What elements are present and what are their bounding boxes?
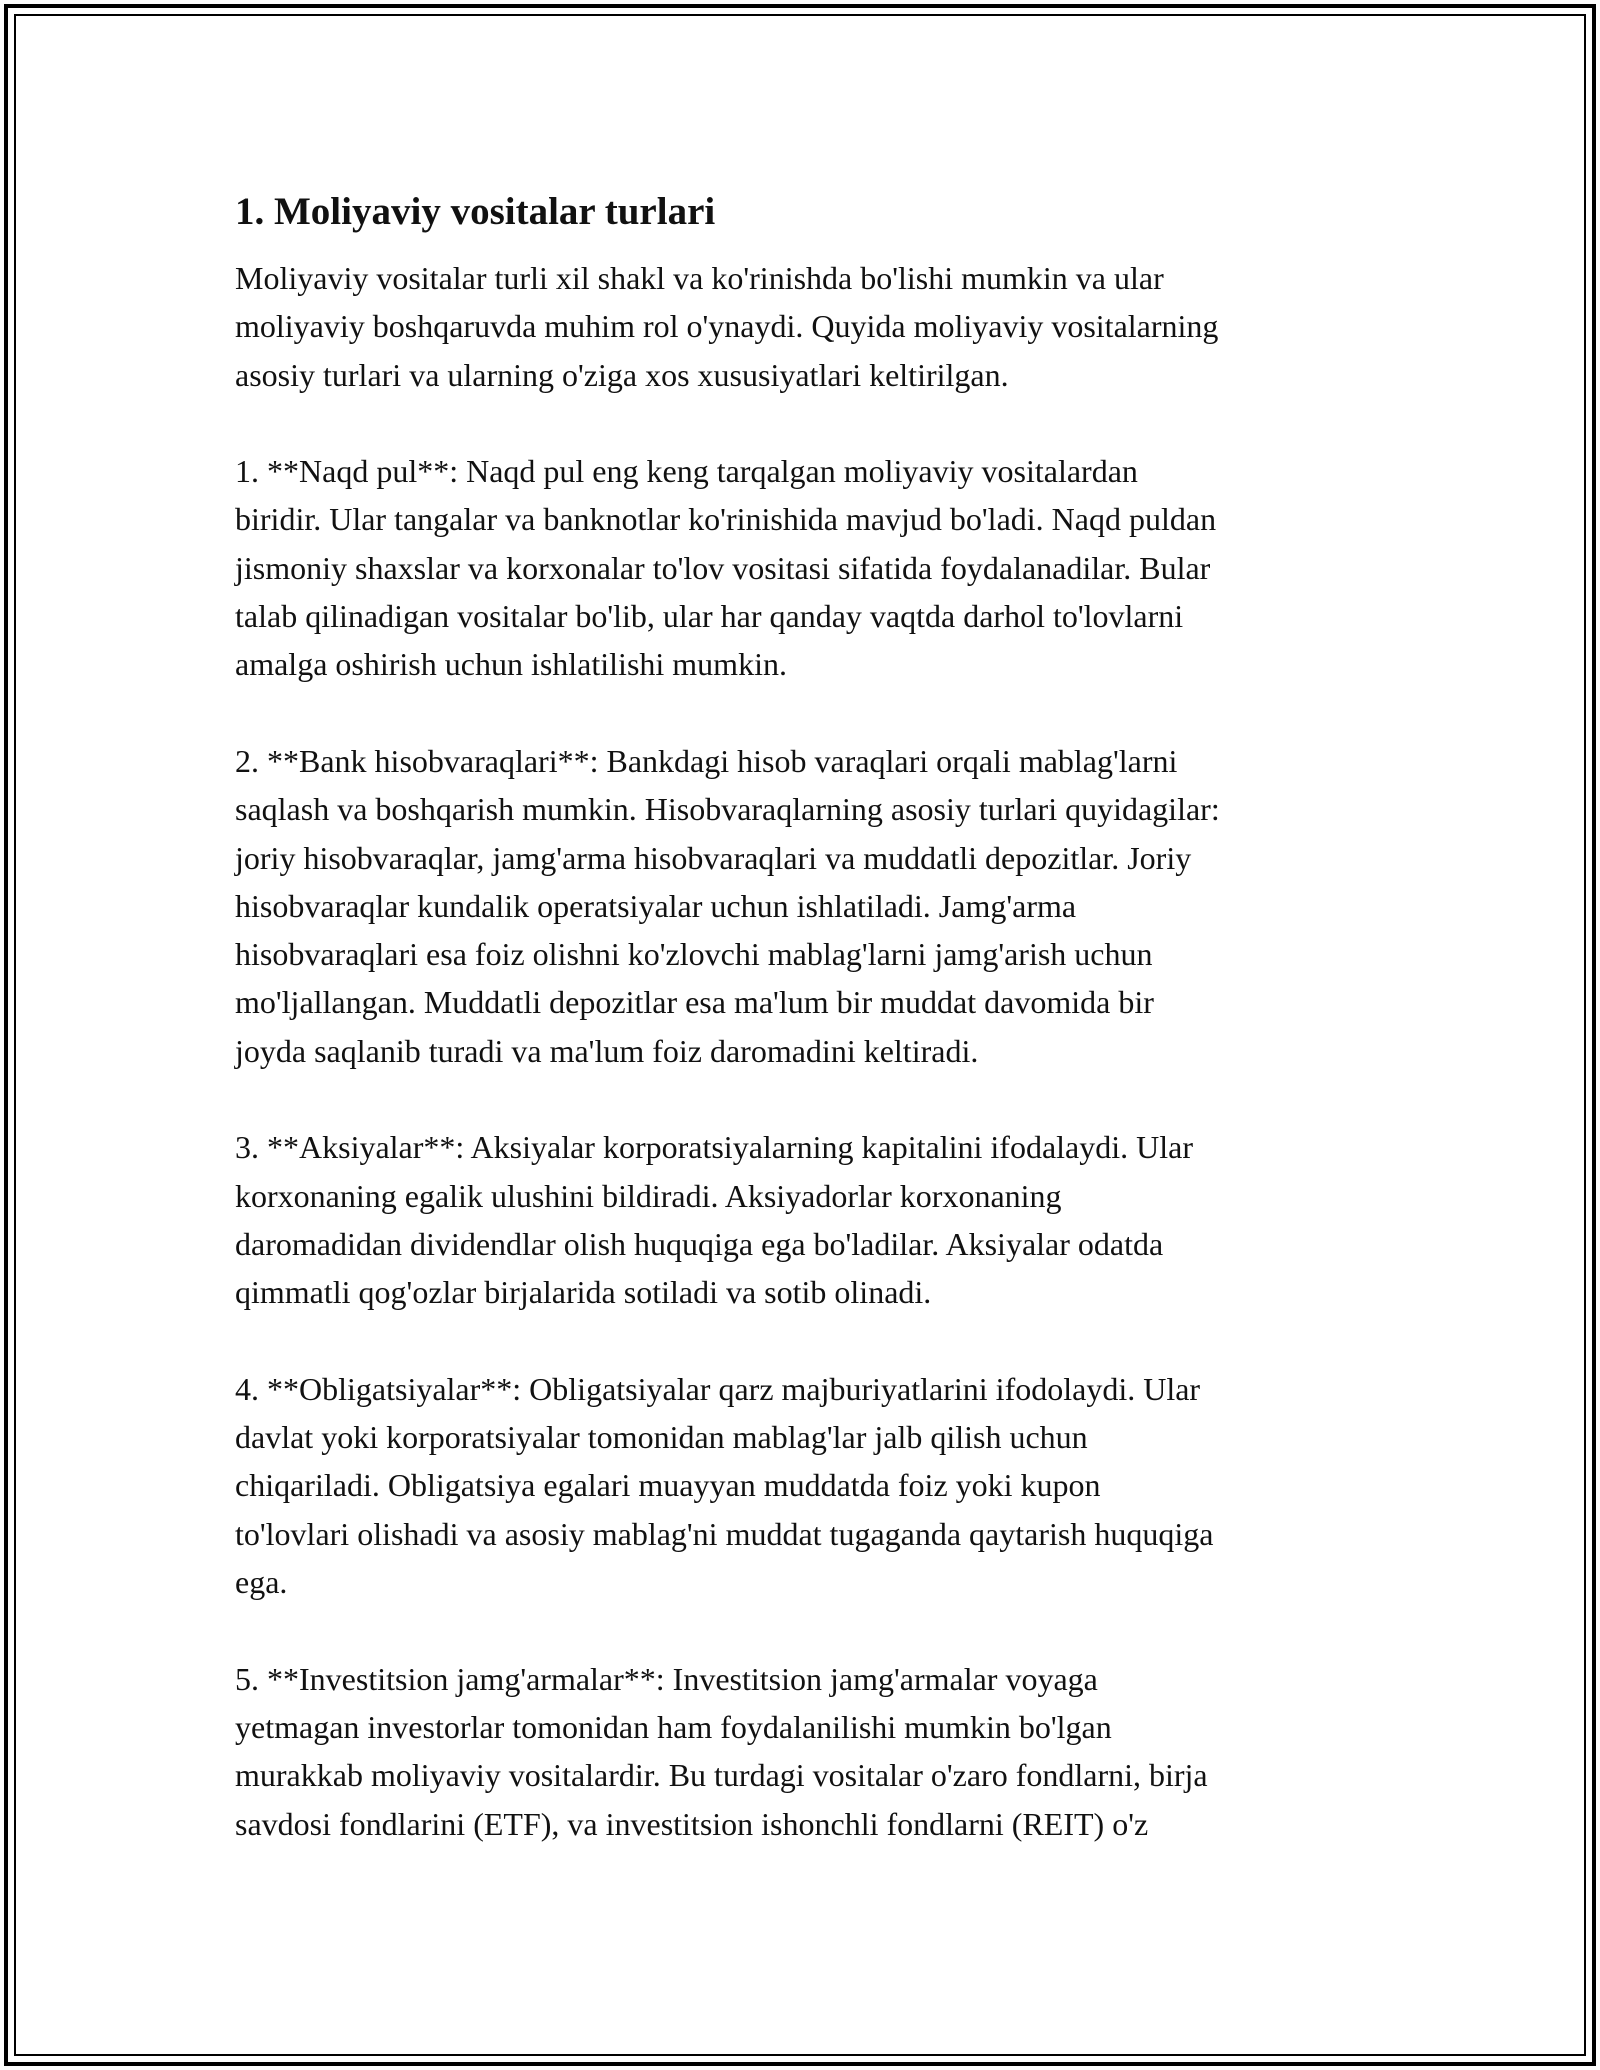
paragraph-stocks: 3. **Aksiyalar**: Aksiyalar korporatsiyalarning kapitalini ifodalaydi. Ular korxonaning egalik ulushini bildiradi. Aksiyadorlar korxonaning daromadidan dividendlar olish huquqiga ega bo'ladilar. Aksiyalar odatda qimmatli qog'ozlar birjalarida sotiladi va sotib olinadi. (235, 1129, 1193, 1311)
document-body (235, 186, 1375, 1896)
intro-paragraph: Moliyaviy vositalar turli xil shakl va ko'rinishda bo'lishi mumkin va ular moliyaviy boshqaruvda muhim rol o'ynaydi. Quyida moliyaviy vositalarning asosiy turlari va ularning o'ziga xos xususiyatlari keltirilgan. (235, 260, 1219, 393)
paragraph-investment-funds: 5. **Investitsion jamg'armalar**: Investitsion jamg'armalar voyaga yetmagan investorlar tomonidan ham foydalanilishi mumkin bo'lgan murakkab moliyaviy vositalardir. Bu turdagi vositalar o'zaro fondlarni, birja savdosi fondlarini (ETF), va investitsion ishonchli fondlarni (REIT) o'z (235, 1660, 1208, 1842)
section-heading: 1. Moliyaviy vositalar turlari (235, 190, 716, 233)
paragraph-bank-accounts: 2. **Bank hisobvaraqlari**: Bankdagi hisob varaqlari orqali mablag'larni saqlash va boshqarish mumkin. Hisobvaraqlarning asosiy turlari quyidagilar: joriy hisobvaraqlar, jamg'arma hisobvaraqlari va muddatli depozitlar. Joriy hisobvaraqlar kundalik operatsiyalar uchun ishlatiladi. Jamg'arma hisobvaraqlari esa foiz olishni ko'zlovchi mablag'larni jamg'arish uchun mo'ljallangan. Muddatli depozitlar esa ma'lum bir muddat davomida bir joyda saqlanib turadi va ma'lum foiz daromadini keltiradi. (235, 742, 1220, 1069)
paragraph-cash: 1. **Naqd pul**: Naqd pul eng keng tarqalgan moliyaviy vositalardan biridir. Ular tangalar va banknotlar ko'rinishida mavjud bo'ladi. Naqd puldan jismoniy shaxslar va korxonalar to'lov vositasi sifatida foydalanadilar. Bular talab qilinadigan vositalar bo'lib, ular har qanday vaqtda darhol to'lovlarni amalga oshirish uchun ishlatilishi mumkin. (235, 453, 1217, 683)
paragraph-bonds: 4. **Obligatsiyalar**: Obligatsiyalar qarz majburiyatlarini ifodolaydi. Ular davlat yoki korporatsiyalar tomonidan mablag'lar jalb qilish uchun chiqariladi. Obligatsiya egalari muayyan muddatda foiz yoki kupon to'lovlari olishadi va asosiy mablag'ni muddat tugaganda qaytarish huquqiga ega. (235, 1370, 1214, 1601)
